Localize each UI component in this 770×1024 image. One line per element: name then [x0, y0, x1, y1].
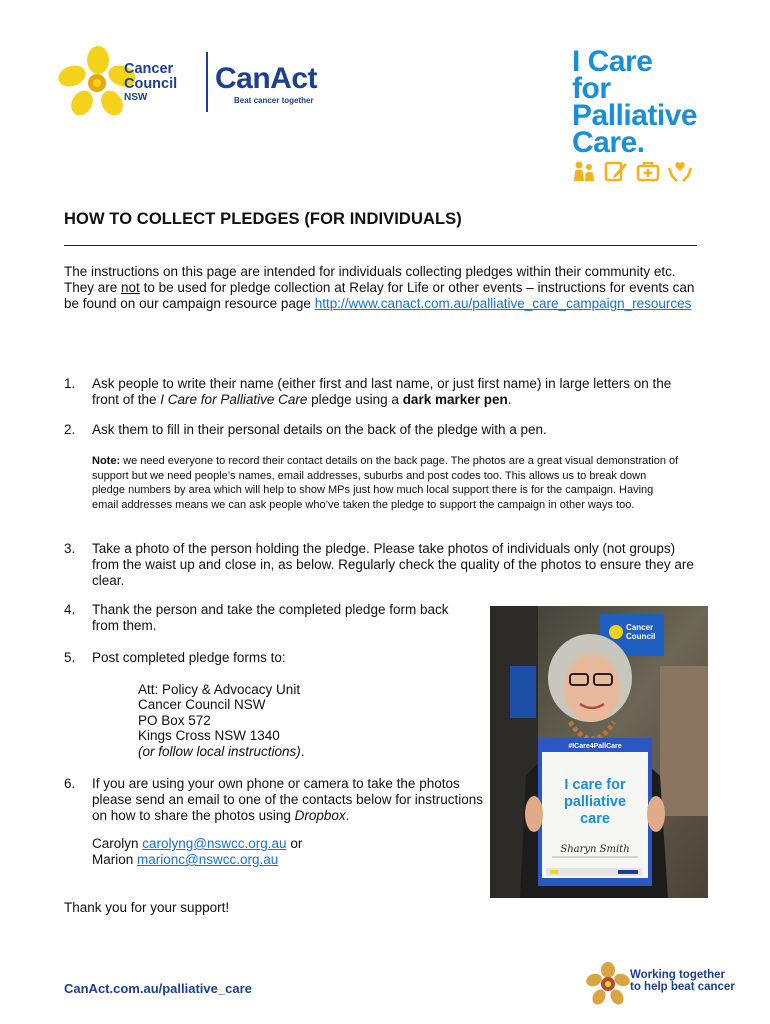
marion-email-link[interactable]: marionc@nswcc.org.au — [137, 852, 279, 867]
step-text: . — [345, 808, 350, 823]
contact-separator: or — [286, 836, 303, 851]
intro-paragraph — [64, 264, 704, 312]
carolyn-email-link[interactable]: carolyng@nswcc.org.au — [142, 836, 287, 851]
pledge-photo — [490, 606, 708, 898]
step-number: 1. — [64, 376, 76, 391]
step-text: If you are using your own phone or camera to take the photos please send an email to one of the contacts below for instructions on how to share the photos using — [92, 776, 483, 823]
thank-you-text: Thank you for your support! — [64, 900, 230, 915]
background-sign-line2: Council — [626, 632, 656, 641]
address-note-end: . — [300, 743, 305, 759]
cancer-council-line1: Cancer — [124, 61, 174, 77]
canact-tagline: Beat cancer together — [234, 96, 314, 105]
marker-pen-emphasis: dark marker pen — [402, 392, 508, 407]
step-text: Take a photo of the person holding the pledge. Please take photos of individuals only (not groups) from the waist up and close in, as below. Regularly check the quality of the photos to ensure they are clear. — [92, 541, 694, 588]
pledge-name: I Care for Palliative Care — [160, 392, 308, 407]
sign-line3: care — [580, 811, 610, 827]
page-heading: HOW TO COLLECT PLEDGES (FOR INDIVIDUALS) — [64, 210, 462, 228]
campaign-icon-row — [572, 160, 692, 182]
daffodil-footer-logo-icon — [586, 962, 630, 1006]
address-line: Kings Cross NSW 1340 — [138, 728, 280, 744]
step-number: 4. — [64, 602, 76, 617]
background-poster — [510, 666, 536, 718]
step-text: Ask people to write their name (either first and last name, or just first name) in large letters on the front of the — [92, 376, 672, 407]
person-face — [564, 654, 620, 722]
logo-divider — [206, 52, 208, 112]
canact-wordmark: CanAct — [215, 62, 318, 95]
intro-text-1: The instructions on this page are intended for individuals collecting pledges within their community etc. They are — [64, 264, 676, 295]
footer-tagline-line1: Working together — [630, 969, 725, 981]
campaign-logo-text — [572, 45, 698, 159]
intro-not-emphasis: not — [121, 280, 140, 295]
step-number: 6. — [64, 776, 76, 791]
note-paragraph — [92, 454, 682, 512]
step-number: 3. — [64, 541, 76, 556]
first-aid-kit-icon — [636, 160, 660, 182]
campaign-line1: I Care — [572, 45, 653, 78]
step-number: 5. — [64, 650, 76, 665]
postal-address — [138, 682, 305, 759]
contact-name: Marion — [92, 852, 138, 867]
sign-signature: Sharyn Smith — [560, 844, 630, 855]
background-sign-line1: Cancer — [626, 623, 654, 632]
step-text: . — [507, 392, 512, 407]
step-number: 2. — [64, 422, 76, 437]
cancer-council-nsw: NSW — [124, 92, 148, 103]
sign-hashtag: #ICare4PallCare — [568, 743, 622, 750]
contact-name: Carolyn — [92, 836, 143, 851]
address-line: Cancer Council NSW — [138, 697, 266, 713]
step-text: Post completed pledge forms to: — [92, 650, 286, 665]
campaign-line3: Palliative — [572, 99, 698, 132]
address-line: PO Box 572 — [138, 712, 211, 728]
cancer-council-line2: Council — [124, 76, 178, 92]
footer-campaign-url[interactable]: CanAct.com.au/palliative_care — [64, 981, 252, 996]
footer-tagline — [630, 969, 735, 993]
heading-rule — [64, 245, 697, 246]
dropbox-name: Dropbox — [294, 808, 346, 823]
address-note: (or follow local instructions) — [138, 743, 301, 759]
campaign-resources-link[interactable]: http://www.canact.com.au/palliative_care_campaign_resources — [314, 296, 692, 311]
step-text: Ask them to fill in their personal details on the back of the pledge with a pen. — [92, 422, 547, 437]
contacts — [92, 836, 302, 868]
step-text: pledge using a — [307, 392, 403, 407]
cancer-council-wordmark — [124, 62, 177, 104]
hands-heart-icon — [668, 160, 692, 182]
note-label: Note: — [92, 455, 121, 467]
note-text: we need everyone to record their contact details on the back page. The photos are a great visual demonstration of support but we need people’s names, email addresses, suburbs and post codes too. This allows us to break down pledge numbers by area which will help to show MPs just how much local support there is for the campaign. Having email addresses means we can ask people who’ve taken the pledge to support the campaign in other ways too. — [92, 455, 679, 511]
campaign-line4: Care. — [572, 126, 645, 159]
sign-line2: palliative — [563, 794, 627, 810]
intro-text-2: to be used for pledge collection at Relay for Life or other events – instructions for events can be found on our campaign resource page — [64, 280, 695, 311]
step-text: Thank the person and take the completed pledge form back from them. — [92, 602, 449, 633]
address-line: Att: Policy & Advocacy Unit — [138, 682, 301, 697]
people-icon — [572, 160, 596, 182]
pen-paper-icon — [604, 160, 628, 182]
footer-tagline-line2: to help beat cancer — [630, 981, 735, 993]
sign-line1: I care for — [564, 777, 626, 793]
campaign-line2: for — [572, 72, 611, 105]
